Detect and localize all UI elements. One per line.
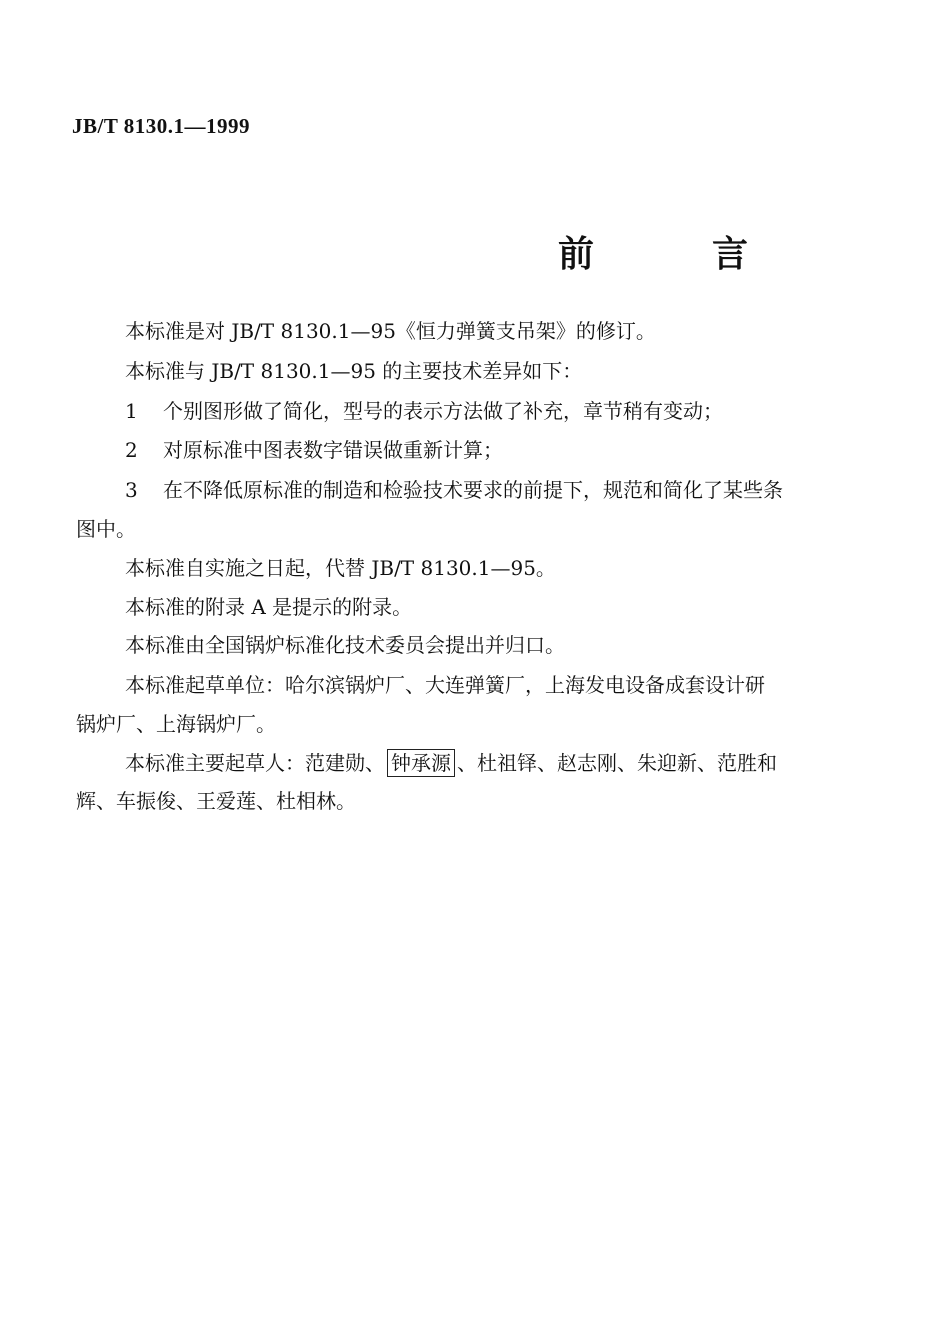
paragraph-replaces: 本标准自实施之日起，代替 JB/T 8130.1—95。 xyxy=(125,556,556,580)
paragraph-drafters xyxy=(125,749,777,777)
list-item-3-text: 在不降低原标准的制造和检验技术要求的前提下，规范和简化了某些条 xyxy=(163,478,783,502)
paragraph-differences-intro: 本标准与 JB/T 8130.1—95 的主要技术差异如下： xyxy=(125,359,583,383)
list-item-3 xyxy=(125,477,783,503)
list-item-3-number: 3 xyxy=(125,478,138,502)
paragraph-drafting-units-continuation: 锅炉厂、上海锅炉厂。 xyxy=(76,712,276,736)
list-item-1-text: 个别图形做了简化，型号的表示方法做了补充，章节稍有变动； xyxy=(163,399,723,423)
standard-code: JB/T 8130.1—1999 xyxy=(72,114,250,138)
paragraph-drafters-continuation: 辉、车振俊、王爱莲、杜相林。 xyxy=(76,789,356,813)
title-char-2: 言 xyxy=(712,234,749,275)
paragraph-drafting-units: 本标准起草单位：哈尔滨锅炉厂、大连弹簧厂，上海发电设备成套设计研 xyxy=(125,673,765,697)
list-item-2 xyxy=(125,437,503,463)
list-item-1-number: 1 xyxy=(125,399,138,423)
paragraph-proposed-by: 本标准由全国锅炉标准化技术委员会提出并归口。 xyxy=(125,633,565,657)
list-item-2-number: 2 xyxy=(125,438,138,462)
drafters-text-end: 、杜祖铎、赵志刚、朱迎新、范胜和 xyxy=(457,751,777,775)
paragraph-appendix: 本标准的附录 A 是提示的附录。 xyxy=(125,595,413,619)
paragraph-revision: 本标准是对 JB/T 8130.1—95《恒力弹簧支吊架》的修订。 xyxy=(125,319,656,343)
list-item-1 xyxy=(125,398,723,424)
list-item-3-continuation: 图中。 xyxy=(76,517,136,541)
section-title xyxy=(558,226,748,277)
boxed-name: 钟承源 xyxy=(387,749,455,777)
title-char-1: 前 xyxy=(558,234,595,275)
list-item-2-text: 对原标准中图表数字错误做重新计算； xyxy=(163,438,503,462)
drafters-text-start: 本标准主要起草人：范建勋、 xyxy=(125,751,385,775)
